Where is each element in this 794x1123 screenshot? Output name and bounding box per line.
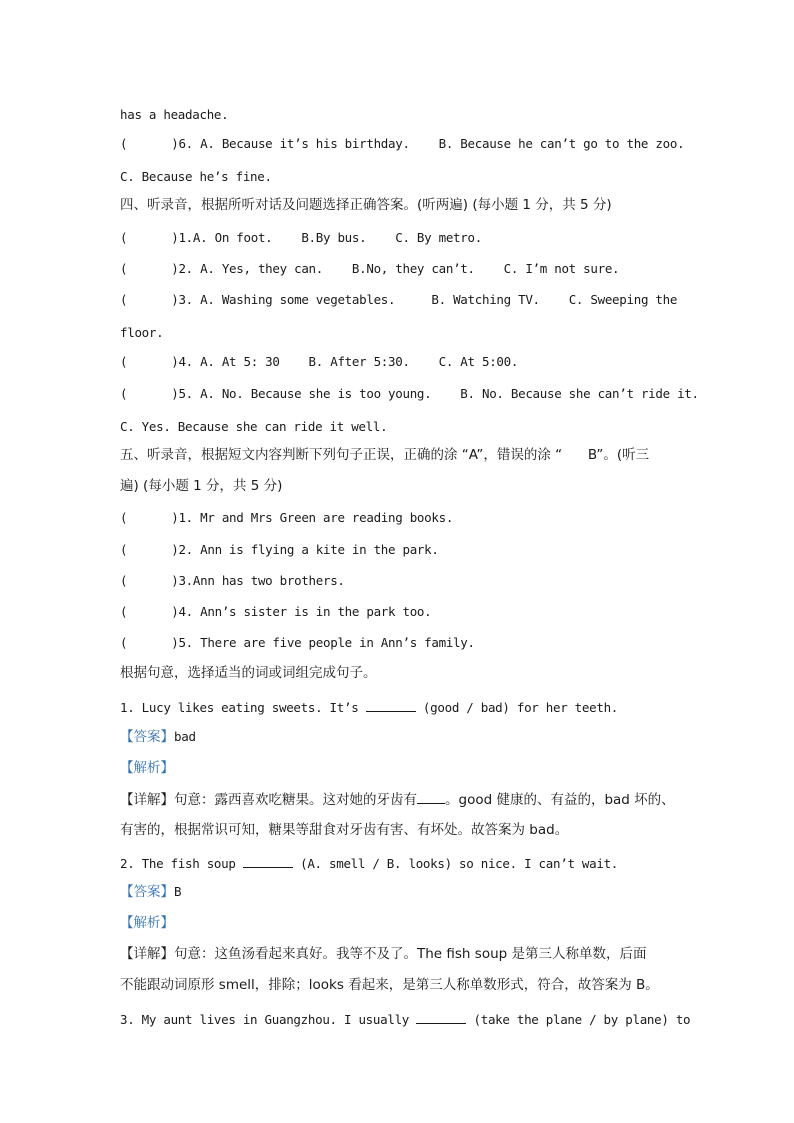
s5-question-3: ( )3.Ann has two brothers. <box>120 573 345 588</box>
s5-question-2: ( )2. Ann is flying a kite in the park. <box>120 542 439 557</box>
s4-question-1: ( )1.A. On foot. B.By bus. C. By metro. <box>120 230 482 245</box>
section-4-heading: 四、听录音，根据所听对话及问题选择正确答案。(听两遍) (每小题 1 分，共 5 分) <box>120 197 612 213</box>
section-6-heading: 根据句意，选择适当的词或词组完成句子。 <box>120 665 377 681</box>
answer-tag: 【答案】 <box>120 729 174 745</box>
answer-blank <box>243 855 293 868</box>
s6-q1-analysis-tag: 【解析】 <box>120 760 174 776</box>
s6-question-2: 2. The fish soup (A. smell / B. looks) so nice. I can’t wait. <box>120 856 619 871</box>
s5-question-1: ( )1. Mr and Mrs Green are reading books. <box>120 510 454 525</box>
s4-question-3: ( )3. A. Washing some vegetables. B. Watching TV. C. Sweeping the <box>120 292 678 307</box>
s5-question-4: ( )4. Ann’s sister is in the park too. <box>120 604 432 619</box>
s6-question-3: 3. My aunt lives in Guangzhou. I usually (take the plane / by plane) to <box>120 1012 691 1027</box>
answer-blank <box>416 1011 466 1024</box>
s6-q1-detail-2: 有害的，根据常识可知，糖果等甜食对牙齿有害、有坏处。故答案为 bad。 <box>120 822 569 838</box>
s6-question-1: 1. Lucy likes eating sweets. It’s (good / bad) for her teeth. <box>120 700 619 715</box>
s4-question-4: ( )4. A. At 5: 30 B. After 5:30. C. At 5:00. <box>120 354 519 369</box>
paren: ( <box>120 136 128 151</box>
section-5-heading-1: 五、听录音，根据短文内容判断下列句子正误，正确的涂 “A”，错误的涂 “ B”。(听三 <box>120 447 650 463</box>
s6-q2-detail-2: 不能跟动词原形 smell，排除；looks 看起来，是第三人称单数形式，符合，故答案为 B。 <box>120 977 659 993</box>
detail-blank <box>417 791 445 804</box>
s4-question-3-wrap: floor. <box>120 325 164 340</box>
answer-blank <box>366 699 416 712</box>
detail-tag: 【详解】 <box>120 792 174 808</box>
s6-q2-analysis-tag: 【解析】 <box>120 915 174 931</box>
s4-question-5-wrap: C. Yes. Because she can ride it well. <box>120 419 388 434</box>
s4-question-2: ( )2. A. Yes, they can. B.No, they can’t. C. I’m not sure. <box>120 261 620 276</box>
s4-question-5: ( )5. A. No. Because she is too young. B. No. Because she can’t ride it. <box>120 386 699 401</box>
s6-q1-answer: 【答案】bad <box>120 729 196 745</box>
section-5-heading-2: 遍) (每小题 1 分，共 5 分) <box>120 478 283 494</box>
question-6: ( )6. A. Because it’s his birthday. B. Because he can’t go to the zoo. <box>120 136 685 151</box>
s6-q2-detail-1: 【详解】句意：这鱼汤看起来真好。我等不及了。The fish soup 是第三人称单数，后面 <box>120 946 647 962</box>
s6-q1-detail-1: 【详解】句意：露西喜欢吃糖果。这对她的牙齿有 。good 健康的、有益的，bad 坏的、 <box>120 792 675 808</box>
s5-question-5: ( )5. There are five people in Ann’s family. <box>120 635 475 650</box>
s6-q2-answer: 【答案】B <box>120 884 182 900</box>
question-6-option-c: C. Because he’s fine. <box>120 169 272 184</box>
text-line: has a headache. <box>120 107 229 122</box>
